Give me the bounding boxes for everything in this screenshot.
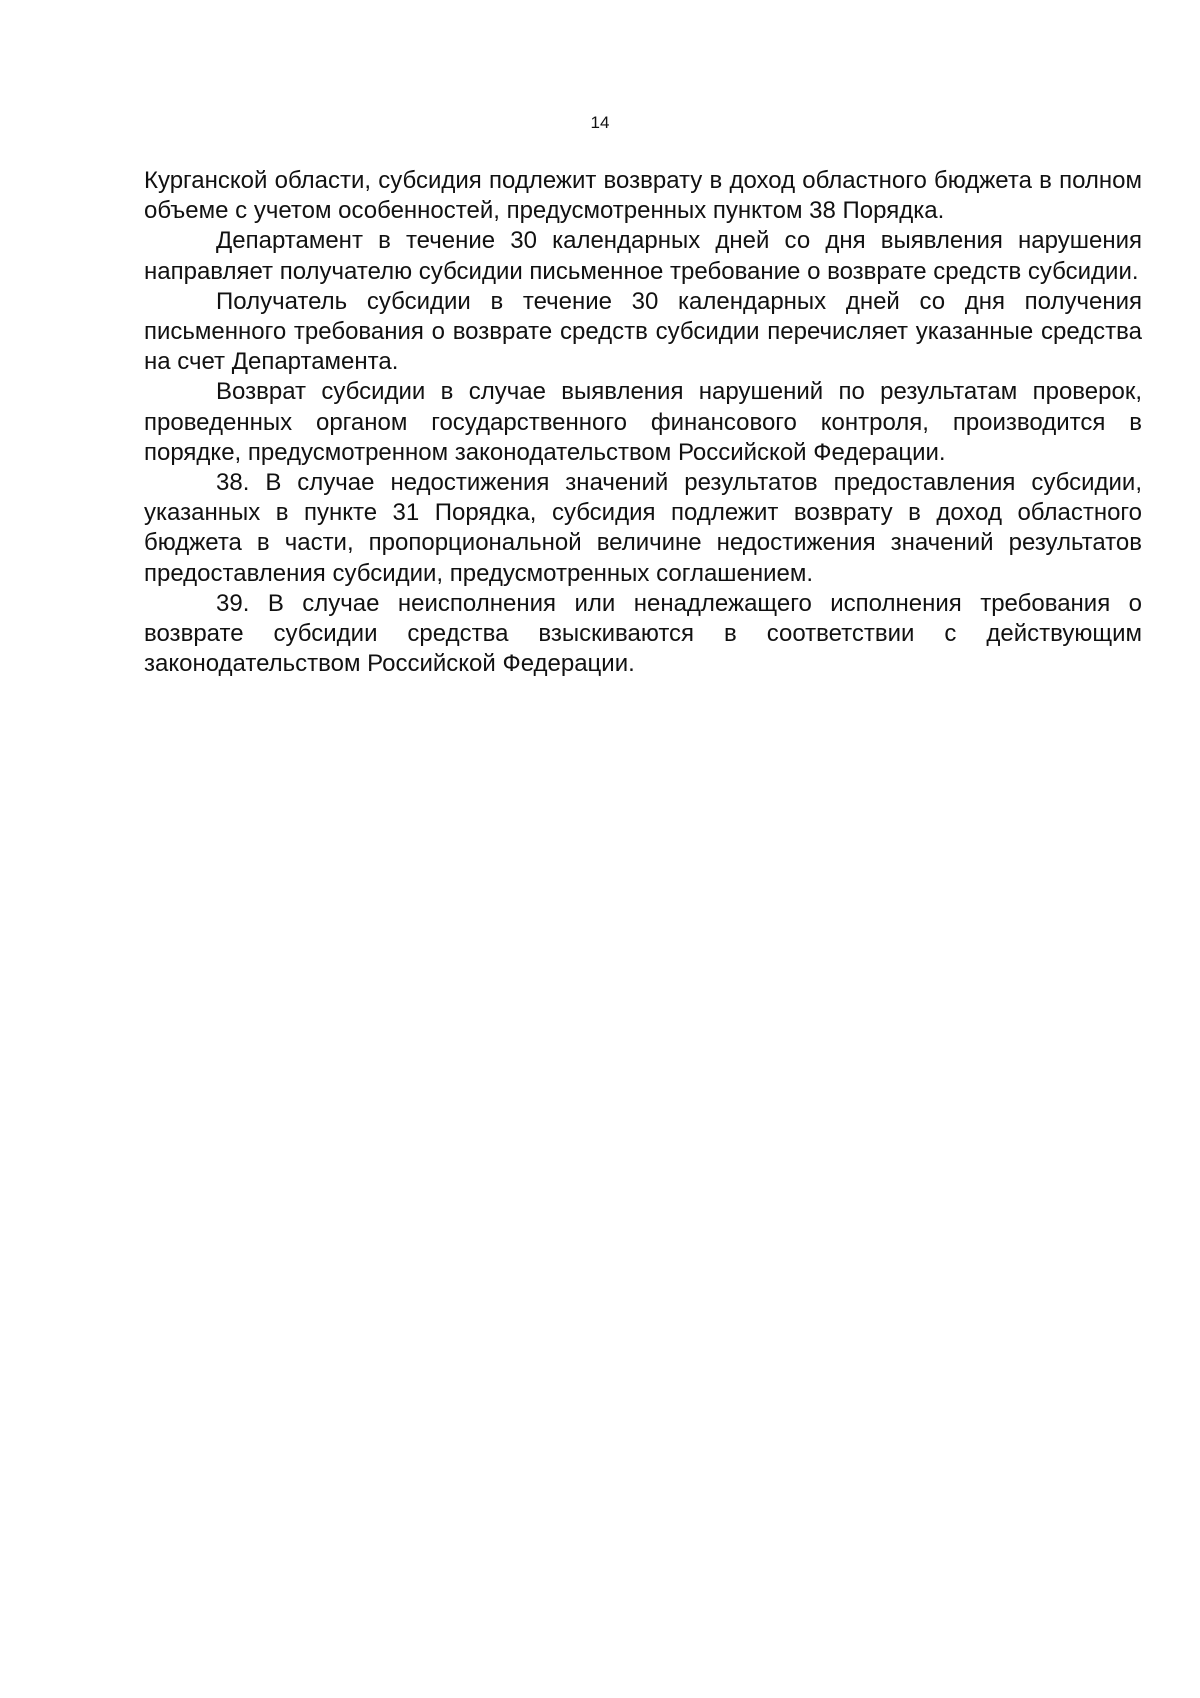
document-body: [144, 166, 1142, 679]
paragraph-clause-39: 39. В случае неисполнения или ненадлежащего исполнения требования о возврате субсидии средства взыскиваются в соответствии с действующим законодательством Российской Федерации.: [144, 589, 1142, 678]
paragraph-clause-38: 38. В случае недостижения значений результатов предоставления субсидии, указанных в пункте 31 Порядка, субсидия подлежит возврату в доход областного бюджета в части, пропорциональной величине недостижения значений результатов предоставления субсидии, предусмотренных соглашением.: [144, 469, 1142, 587]
paragraph-control-return: Возврат субсидии в случае выявления нарушений по результатам проверок, проведенных органом государственного финансового контроля, производится в порядке, предусмотренном законодательством Российской Федерации.: [144, 378, 1142, 466]
paragraph-recipient-transfer: Получатель субсидии в течение 30 календарных дней со дня получения письменного требования о возврате средств субсидии перечисляет указанные средства на счет Департамента.: [144, 287, 1142, 376]
page-number: 14: [590, 113, 610, 132]
paragraph-continuation: Курганской области, субсидия подлежит возврату в доход областного бюджета в полном объеме с учетом особенностей, предусмотренных пунктом 38 Порядка.: [144, 167, 1142, 225]
paragraph-department-notice: Департамент в течение 30 календарных дней со дня выявления нарушения направляет получателю субсидии письменное требование о возврате средств субсидии.: [144, 227, 1142, 285]
